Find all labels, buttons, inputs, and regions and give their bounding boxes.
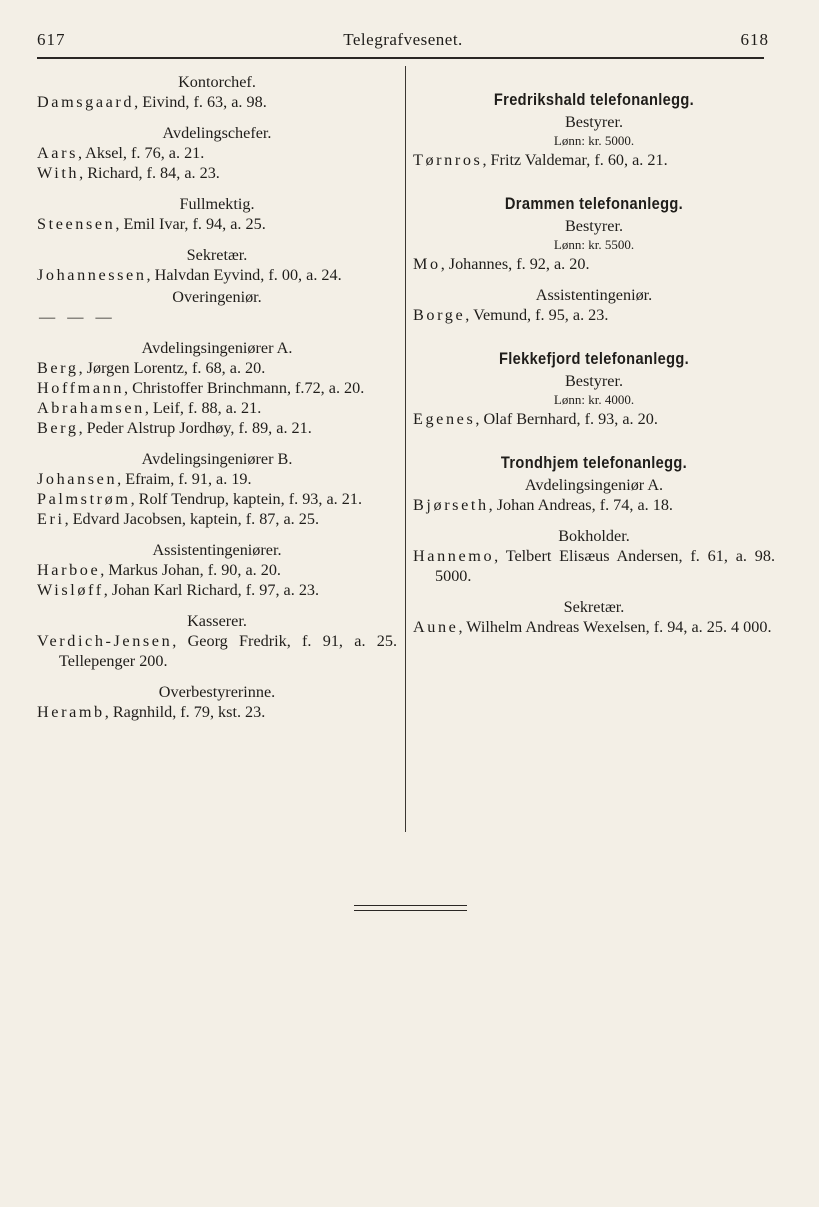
person-name: Johansen xyxy=(37,470,118,488)
section-title-fredrikshald: Fredrikshald telefonanlegg. xyxy=(493,90,695,109)
list-item xyxy=(37,143,397,163)
list-item xyxy=(37,378,397,398)
list-item xyxy=(37,560,397,580)
header-rule xyxy=(37,57,764,59)
role-heading: Bokholder. xyxy=(558,527,630,545)
list-item xyxy=(413,617,775,637)
person-name: Aune xyxy=(413,618,459,636)
person-details: , Christoffer Brinchmann, f.72, a. 20. xyxy=(124,379,365,397)
heading-fullmektig: Fullmektig. xyxy=(179,195,255,213)
page-header xyxy=(37,30,769,56)
person-details: , Olaf Bernhard, f. 93, a. 20. xyxy=(475,410,658,428)
person-details: , Jørgen Lorentz, f. 68, a. 20. xyxy=(78,359,266,377)
list-item xyxy=(37,358,397,378)
person-name: Tørnros xyxy=(413,151,483,169)
role-heading: Bestyrer. xyxy=(565,217,623,235)
person-details: , Johannes, f. 92, a. 20. xyxy=(440,255,590,273)
heading-kontorchef: Kontorchef. xyxy=(178,73,256,91)
person-details: , Emil Ivar, f. 94, a. 25. xyxy=(115,215,266,233)
list-item xyxy=(413,409,775,429)
vacant-dash: — — — xyxy=(39,308,116,326)
person-details: , Eivind, f. 63, a. 98. xyxy=(134,93,267,111)
person-name: Hoffmann xyxy=(37,379,125,397)
heading-avdelingsingeniorer-a: Avdelingsingeniører A. xyxy=(141,339,293,357)
list-item xyxy=(37,489,397,509)
salary-line: Lønn: kr. 5500. xyxy=(553,237,635,252)
list-item xyxy=(413,495,775,515)
person-details: , Vemund, f. 95, a. 23. xyxy=(465,306,609,324)
person-details: , Peder Alstrup Jordhøy, f. 89, a. 21. xyxy=(78,419,312,437)
person-details: , Richard, f. 84, a. 23. xyxy=(79,164,220,182)
person-name: With xyxy=(37,164,80,182)
person-name: Palmstrøm xyxy=(37,490,131,508)
person-details: , Telbert Elisæus Andersen, f. 61, a. 98. 5000. xyxy=(435,547,775,585)
person-name: Aars xyxy=(37,144,78,162)
list-item xyxy=(37,509,397,529)
list-item xyxy=(37,702,397,722)
person-name: Mo xyxy=(413,255,441,273)
heading-sekretaer: Sekretær. xyxy=(186,246,248,264)
list-item xyxy=(37,418,397,438)
role-heading: Sekretær. xyxy=(563,598,625,616)
right-column xyxy=(413,72,775,637)
end-rule-bottom xyxy=(354,910,467,911)
salary-line: Lønn: kr. 4000. xyxy=(553,392,635,407)
list-item xyxy=(37,265,397,285)
page-number-right: 618 xyxy=(740,30,769,49)
list-item xyxy=(37,398,397,418)
end-rule-top xyxy=(354,905,467,906)
role-heading: Bestyrer. xyxy=(565,372,623,390)
person-details: , Ragnhild, f. 79, kst. 23. xyxy=(104,703,266,721)
person-name: Eri xyxy=(37,510,65,528)
list-item xyxy=(37,92,397,112)
role-heading: Assistentingeniør. xyxy=(535,286,653,304)
person-details: , Fritz Valdemar, f. 60, a. 21. xyxy=(482,151,668,169)
list-item xyxy=(413,546,775,586)
person-name: Borge xyxy=(413,306,466,324)
person-name: Heramb xyxy=(37,703,105,721)
person-name: Damsgaard xyxy=(37,93,135,111)
list-item xyxy=(37,469,397,489)
heading-avdelingsingeniorer-b: Avdelingsingeniører B. xyxy=(141,450,293,468)
role-heading: Avdelingsingeniør A. xyxy=(524,476,664,494)
person-name: Abrahamsen xyxy=(37,399,145,417)
heading-avdelingschefer: Avdelingschefer. xyxy=(162,124,272,142)
section-title-drammen: Drammen telefonanlegg. xyxy=(504,194,684,213)
person-name: Berg xyxy=(37,359,79,377)
section-title-trondhjem: Trondhjem telefonanlegg. xyxy=(500,453,688,472)
list-item xyxy=(413,305,775,325)
person-details: , Johan Karl Richard, f. 97, a. 23. xyxy=(103,581,320,599)
list-item xyxy=(37,163,397,183)
person-details: , Rolf Tendrup, kaptein, f. 93, a. 21. xyxy=(130,490,363,508)
page-number-left: 617 xyxy=(37,30,66,49)
person-details: , Aksel, f. 76, a. 21. xyxy=(77,144,205,162)
left-column xyxy=(37,72,397,722)
running-title: Telegrafvesenet. xyxy=(343,30,463,49)
person-name: Harboe xyxy=(37,561,101,579)
person-name: Johannessen xyxy=(37,266,147,284)
heading-kasserer: Kasserer. xyxy=(187,612,247,630)
list-item xyxy=(37,631,397,671)
person-details: , Johan Andreas, f. 74, a. 18. xyxy=(488,496,673,514)
salary-line: Lønn: kr. 5000. xyxy=(553,133,635,148)
heading-assistentingeniorer: Assistentingeniører. xyxy=(152,541,282,559)
section-title-flekkefjord: Flekkefjord telefonanlegg. xyxy=(498,349,690,368)
role-heading: Bestyrer. xyxy=(565,113,623,131)
person-details: , Markus Johan, f. 90, a. 20. xyxy=(100,561,281,579)
person-details: , Wilhelm Andreas Wexelsen, f. 94, a. 25. 4 000. xyxy=(458,618,772,636)
heading-overingenior: Overingeniør. xyxy=(172,288,262,306)
person-name: Verdich-Jensen xyxy=(37,632,173,650)
list-item xyxy=(413,254,775,274)
person-details: , Leif, f. 88, a. 21. xyxy=(144,399,262,417)
person-name: Egenes xyxy=(413,410,476,428)
person-name: Bjørseth xyxy=(413,496,489,514)
person-name: Hannemo xyxy=(413,547,495,565)
person-name: Berg xyxy=(37,419,79,437)
person-name: Wisløff xyxy=(37,581,104,599)
person-details: , Edvard Jacobsen, kaptein, f. 87, a. 25. xyxy=(64,510,320,528)
person-details: , Georg Fredrik, f. 91, a. 25. Tellepenger 200. xyxy=(59,632,397,670)
person-details: , Halvdan Eyvind, f. 00, a. 24. xyxy=(146,266,342,284)
list-item xyxy=(37,580,397,600)
person-details: , Efraim, f. 91, a. 19. xyxy=(117,470,252,488)
column-divider xyxy=(405,66,406,832)
heading-overbestyrerinne: Overbestyrerinne. xyxy=(158,683,276,701)
list-item xyxy=(413,150,775,170)
list-item xyxy=(37,214,397,234)
person-name: Steensen xyxy=(37,215,116,233)
